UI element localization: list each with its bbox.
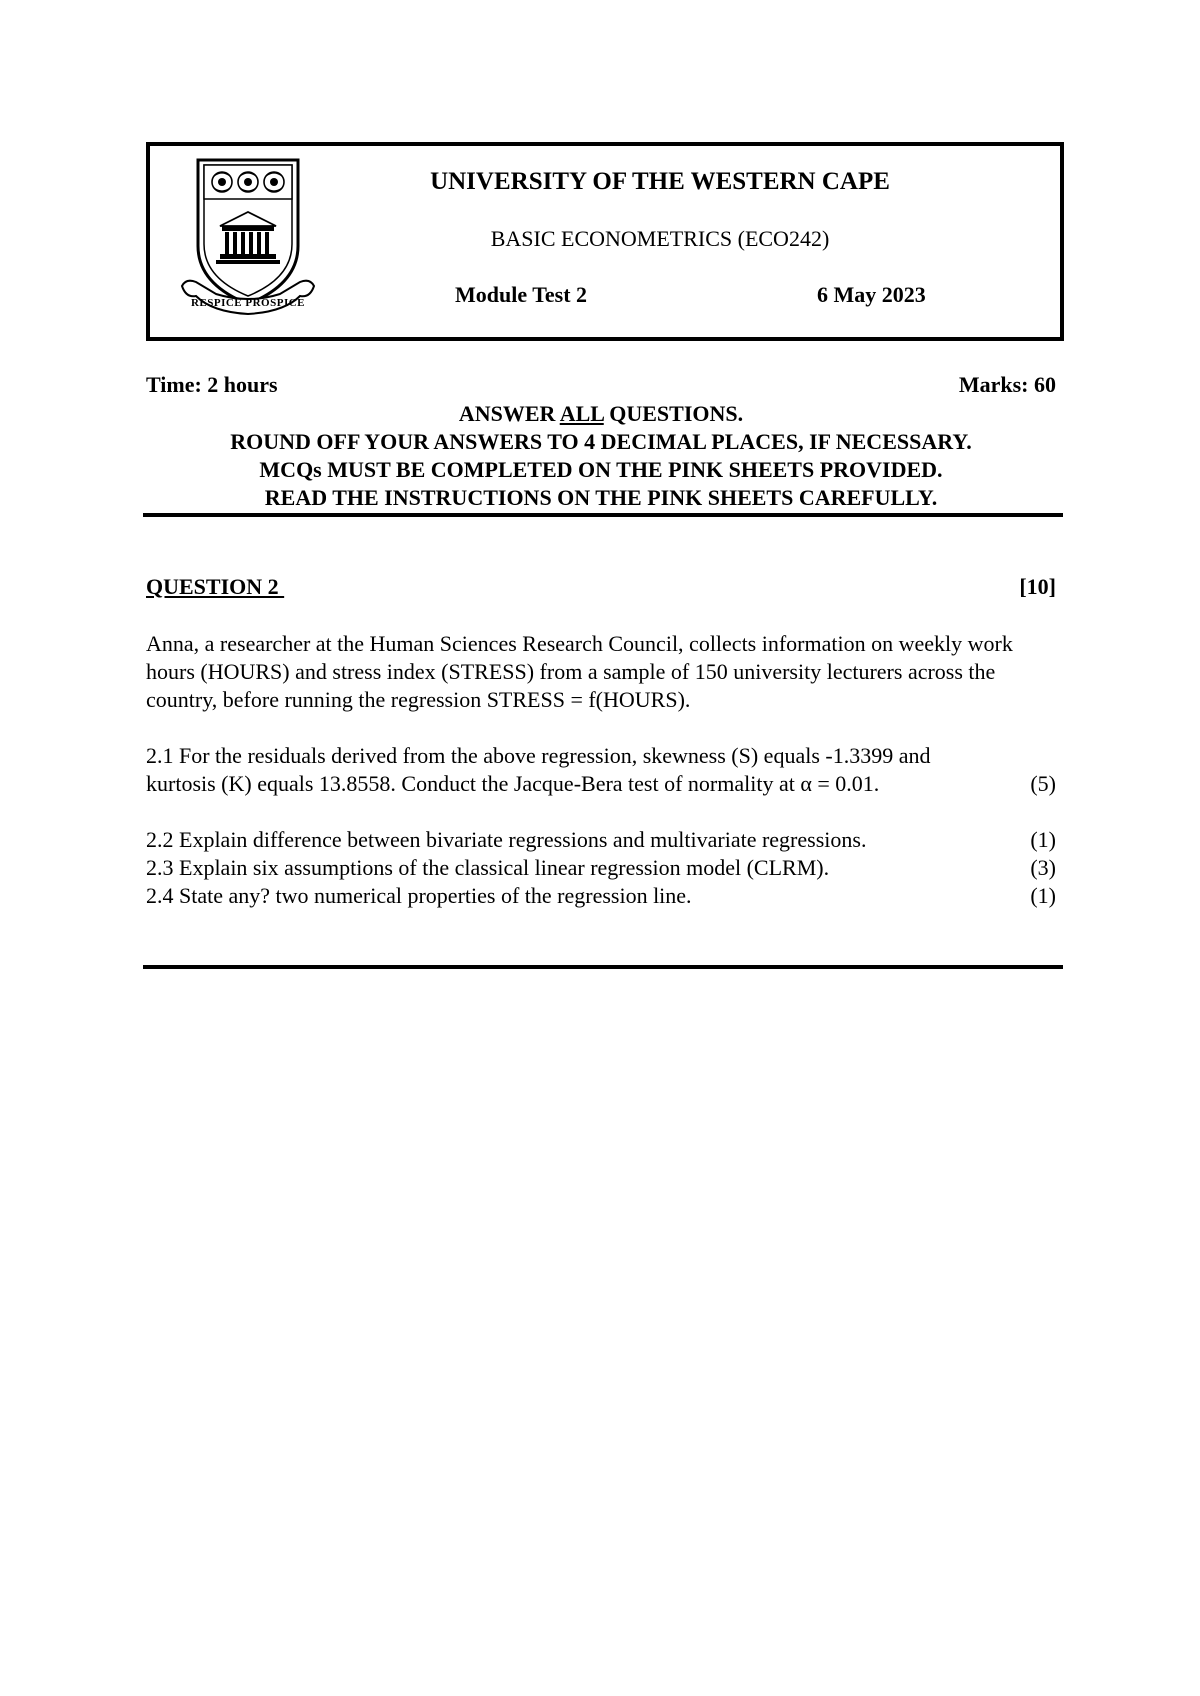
- sub-question-text: 2.1 For the residuals derived from the above regression, skewness (S) equals -1.3399 and kurtosis (K) equals 13.8558. Conduct the Jacque-Bera test of normality at α = 0.01.: [146, 743, 931, 796]
- svg-text:RESPICE PROSPICE: RESPICE PROSPICE: [190, 297, 306, 309]
- header-box: [146, 142, 1064, 341]
- divider-bottom: [143, 965, 1063, 969]
- instruction-answer-all: [146, 400, 1056, 428]
- test-date: 6 May 2023: [817, 282, 926, 307]
- time-allowed: Time: 2 hours: [146, 372, 278, 397]
- total-marks: Marks: 60: [958, 372, 1056, 397]
- question-intro: Anna, a researcher at the Human Sciences Research Council, collects information on weekly work hours (HOURS) and stress index (STRESS) from a sample of 150 university lecturers across the country, before running the regression STRESS = f(HOURS).: [146, 631, 1013, 712]
- sub-question-2-2: [146, 826, 1056, 854]
- sub-question-2-1: [146, 742, 1056, 798]
- instruction-answer-prefix: ANSWER: [458, 401, 560, 426]
- instruction-rounding: ROUND OFF YOUR ANSWERS TO 4 DECIMAL PLACES, IF NECESSARY.: [230, 429, 972, 454]
- sub-question-2-3: [146, 854, 1056, 882]
- question-total-marks: [10]: [1019, 574, 1056, 599]
- divider-top: [143, 513, 1063, 517]
- sub-question-text: 2.2 Explain difference between bivariate regressions and multivariate regressions.: [146, 827, 867, 852]
- instruction-answer-emphasis: ALL: [559, 401, 604, 426]
- module-test-label: Module Test 2: [455, 282, 588, 307]
- sub-question-marks: (1): [1030, 883, 1056, 908]
- sub-question-marks: (5): [1030, 771, 1056, 796]
- sub-question-marks: (3): [1030, 855, 1056, 880]
- instruction-answer-suffix: QUESTIONS.: [603, 401, 744, 426]
- sub-question-2-4: [146, 882, 1056, 910]
- university-name: UNIVERSITY OF THE WESTERN CAPE: [430, 168, 890, 195]
- course-title: BASIC ECONOMETRICS (ECO242): [490, 226, 830, 251]
- question-heading: QUESTION 2: [146, 574, 285, 599]
- sub-question-marks: (1): [1030, 827, 1056, 852]
- sub-question-text: 2.4 State any? two numerical properties of the regression line.: [146, 883, 692, 908]
- sub-question-text: 2.3 Explain six assumptions of the classical linear regression model (CLRM).: [146, 855, 830, 880]
- instruction-read: READ THE INSTRUCTIONS ON THE PINK SHEETS CAREFULLY.: [264, 485, 938, 510]
- instruction-mcq: MCQs MUST BE COMPLETED ON THE PINK SHEETS PROVIDED.: [259, 457, 943, 482]
